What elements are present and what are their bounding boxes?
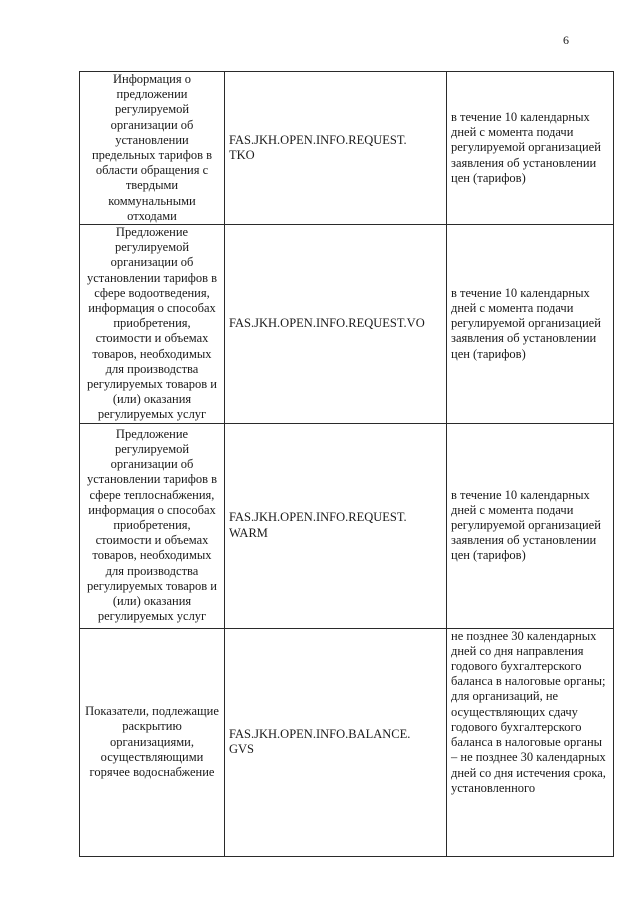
form-code: FAS.JKH.OPEN.INFO.REQUEST. WARM [229, 510, 407, 540]
deadline-cell: в течение 10 календарных дней с момента подачи регулируемой организацией заявления об установлении цен (тарифов) [447, 72, 614, 225]
information-table [79, 71, 614, 857]
table-row [80, 423, 614, 628]
form-code: FAS.JKH.OPEN.INFO.BALANCE. GVS [229, 726, 411, 757]
deadline-cell: в течение 10 календарных дней с момента подачи регулируемой организацией заявления об установлении цен (тарифов) [447, 423, 614, 628]
info-name-cell: Предложение регулируемой организации об установлении тарифов в сфере водоотведения, информация о способах приобретения, стоимости и объемах товаров, необходимых для производства регулируемых товаров и (или) оказания регулируемых услуг [80, 225, 225, 424]
form-code-cell [225, 423, 447, 628]
page-number: 6 [563, 33, 569, 47]
deadline-cell: в течение 10 календарных дней с момента подачи регулируемой организацией заявления об установлении цен (тарифов) [447, 225, 614, 424]
form-code-cell [225, 225, 447, 424]
info-name-cell: Предложение регулируемой организации об установлении тарифов в сфере теплоснабжения, информация о способах приобретения, стоимости и объемах товаров, необходимых для производства регулируемых товаров и (или) оказания регулируемых услуг [80, 423, 225, 628]
form-code-cell [225, 72, 447, 225]
info-name-cell: Показатели, подлежащие раскрытию организациями, осуществляющими горячее водоснабжение [80, 628, 225, 856]
form-code: FAS.JKH.OPEN.INFO.REQUEST.VO [229, 316, 425, 331]
form-code: FAS.JKH.OPEN.INFO.REQUEST. TKO [229, 132, 407, 163]
form-code-cell [225, 628, 447, 856]
table-row [80, 628, 614, 856]
info-name-cell: Информация о предложении регулируемой организации об установлении предельных тарифов в области обращения с твердыми коммунальными отходами [80, 72, 225, 225]
table-row [80, 72, 614, 225]
table-row [80, 225, 614, 424]
deadline-cell: не позднее 30 календарных дней со дня направления годового бухгалтерского баланса в налоговые органы; для организаций, не осуществляющих сдачу годового бухгалтерского баланса в налоговые органы – не позднее 30 календарных дней со дня истечения срока, установленного [447, 628, 614, 856]
